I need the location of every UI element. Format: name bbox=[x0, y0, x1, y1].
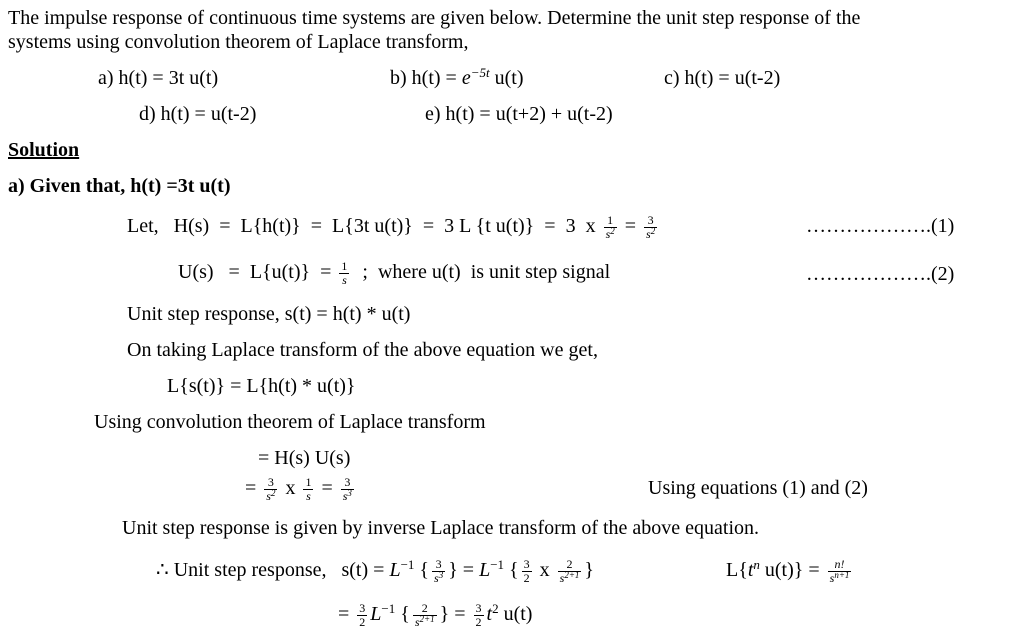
equation-1: Let, H(s) = L{h(t)} = L{3t u(t)} = 3 L {t u(t)} = 3 x $\frac{1}{s^2}$ = $\frac{3}{s^2}$ bbox=[127, 213, 656, 241]
step-response-definition: Unit step response, s(t) = h(t) * u(t) bbox=[127, 303, 411, 325]
convolution-theorem-line: Using convolution theorem of Laplace transform bbox=[94, 411, 486, 433]
fraction-3-over-s2: $\frac{3}{s^2}$ bbox=[266, 475, 276, 503]
fraction-3-over-s3: $\frac{3}{s^3}$ bbox=[434, 557, 444, 585]
inverse-laplace-line: Unit step response is given by inverse Laplace transform of the above equation. bbox=[122, 517, 760, 539]
using-equations-note: Using equations (1) and (2) bbox=[648, 477, 868, 499]
fraction-2-over-s-power: $\frac{2}{s^{2+1}}$ bbox=[559, 557, 580, 585]
hs-us-line: = H(s) U(s) bbox=[258, 447, 351, 469]
laplace-equation: L{s(t)} = L{h(t) * u(t)} bbox=[167, 375, 356, 397]
problem-c: c) h(t) = u(t-2) bbox=[664, 67, 781, 89]
fraction-3-over-s3: $\frac{3}{s^3}$ bbox=[342, 475, 352, 503]
fraction-n-factorial: $\frac{n!}{s^{n+1}}$ bbox=[829, 557, 850, 585]
intro-line-1: The impulse response of continuous time systems are given below. Determine the unit step response of the bbox=[8, 7, 861, 29]
equation-1-ref: ……………….(1) bbox=[806, 215, 955, 237]
equation-4: ∴ Unit step response, $s(t) = L^{-1}$ { $\frac{3}{s^3}$ } = $L^{-1}$ { $\frac{3}{2}$ x $\frac{2}{s^{2+1}}$ } bbox=[156, 557, 595, 585]
problem-a: a) h(t) = 3t u(t) bbox=[98, 67, 219, 89]
fraction-3-over-2: $\frac{3}{2}$ bbox=[523, 557, 530, 585]
problem-e: e) h(t) = u(t+2) + u(t-2) bbox=[425, 103, 613, 125]
fraction-3-over-s2: $\frac{3}{s^2}$ bbox=[646, 213, 656, 241]
equation-5: = $\frac{3}{2}$ $L^{-1}$ { $\frac{2}{s^{2+1}}$ } = $\frac{3}{2}$ $t^2$ u(t) bbox=[338, 601, 533, 629]
fraction-3-over-2: $\frac{3}{2}$ bbox=[475, 601, 482, 629]
therefore-symbol: ∴ bbox=[156, 559, 169, 582]
problem-d: d) h(t) = u(t-2) bbox=[139, 103, 257, 125]
taking-laplace-line: On taking Laplace transform of the above equation we get, bbox=[127, 339, 598, 361]
equation-2-ref: ……………….(2) bbox=[806, 263, 955, 285]
fraction-1-over-s: $\frac{1}{s}$ bbox=[305, 475, 312, 503]
solution-heading: Solution bbox=[8, 139, 80, 161]
problem-b: b) $h(t) = e^{-5t}$ u(t) bbox=[390, 65, 524, 89]
fraction-1-over-s: $\frac{1}{s}$ bbox=[341, 259, 348, 287]
equation-2: U(s) = L{u(t)} = $\frac{1}{s}$ ; where u(t) is unit step signal bbox=[178, 259, 611, 287]
equation-3: = $\frac{3}{s^2}$ x $\frac{1}{s}$ = $\frac{3}{s^3}$ bbox=[245, 475, 352, 503]
intro-line-2: systems using convolution theorem of Laplace transform, bbox=[8, 31, 469, 53]
fraction-3-over-2: $\frac{3}{2}$ bbox=[359, 601, 366, 629]
fraction-1-over-s2: $\frac{1}{s^2}$ bbox=[605, 213, 615, 241]
fraction-2-over-s-power: $\frac{2}{s^{2+1}}$ bbox=[414, 601, 435, 629]
laplace-power-formula: $L\{t^n$ u(t)} = $\frac{n!}{s^{n+1}}$ bbox=[726, 557, 850, 585]
part-a-heading: a) Given that, h(t) =3t u(t) bbox=[8, 175, 231, 197]
